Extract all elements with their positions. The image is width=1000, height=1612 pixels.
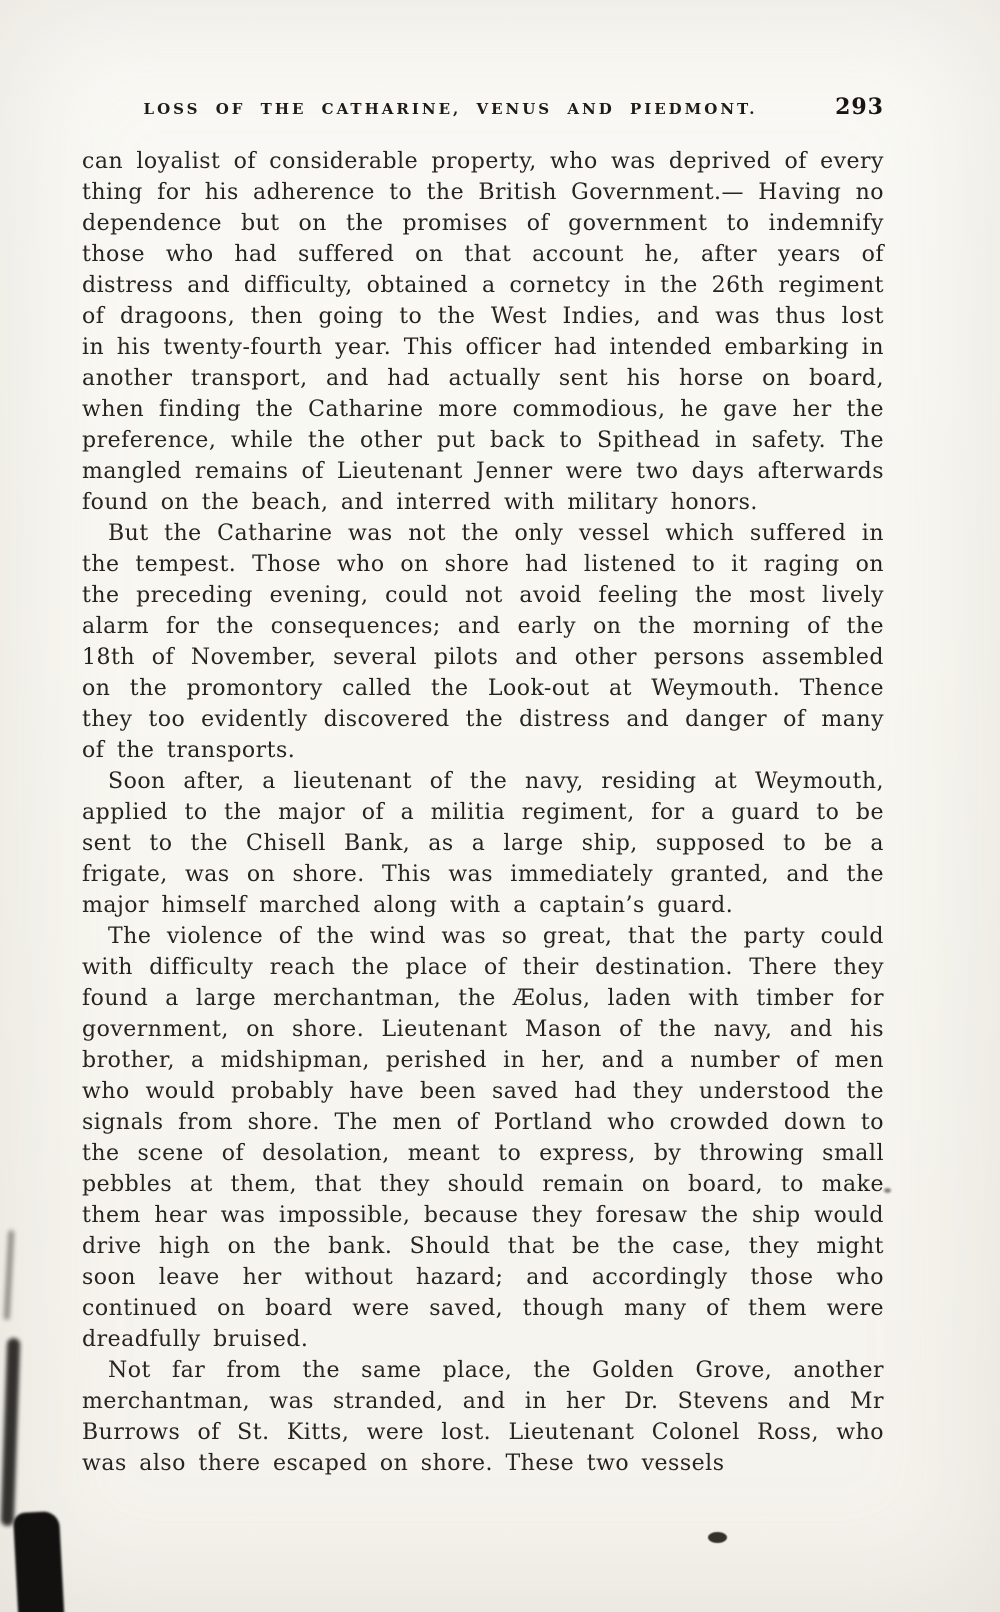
page-number: 293 [835, 94, 884, 120]
paragraph: The violence of the wind was so great, that the party could with difficulty reach the place of their destination. There they found a large merchantman, the Æolus, laden with timber for government, on shore. Lieutenant Mason of the navy, and his brother, a midshipman, perished in her, and a number of men who would probably have been saved had they understood the signals from shore. The men of Portland who crowded down to the scene of desolation, meant to express, by throwing small pebbles at them, that they should remain on board, to make them hear was impossible, because they foresaw the ship would drive high on the bank. Should that be the case, they might soon leave her without hazard; and accordingly those who continued on board were saved, though many of them were dreadfully bruised. [82, 924, 884, 1352]
paragraph: But the Catharine was not the only vessel which suffered in the tempest. Those who on shore had listened to it raging on the preceding evening, could not avoid feeling the most lively alarm for the consequences; and early on the morning of the 18th of November, several pilots and other persons assembled on the promontory called the Look-out at Weymouth. Thence they too evidently discovered the distress and danger of many of the transports. [82, 521, 884, 763]
page-header [84, 94, 884, 120]
ink-speck-right-edge [884, 1188, 891, 1193]
running-title: LOSS OF THE CATHARINE, VENUS AND PIEDMONT. [143, 100, 758, 118]
paragraph: Not far from the same place, the Golden Grove, another merchantman, was stranded, and in her Dr. Stevens and Mr Burrows of St. Kitts, were lost. Lieutenant Colonel Ross, who was also there escaped on shore. These two vessels [82, 1358, 884, 1476]
paragraph-continuation: can loyalist of considerable property, who was deprived of every thing for his adherence to the British Government.— Having no dependence but on the promises of government to indemnify those who had suffered on that account he, after years of distress and difficulty, obtained a cornetcy in the 26th regiment of dragoons, then going to the West Indies, and was thus lost in his twenty-fourth year. This officer had intended embarking in another transport, and had actually sent his horse on board, when finding the Catharine more commodious, he gave her the preference, while the other put back to Spithead in safety. The mangled remains of Lieutenant Jenner were two days afterwards found on the beach, and interred with military honors. [82, 149, 884, 515]
body-text [82, 146, 884, 1479]
paragraph: Soon after, a lieutenant of the navy, residing at Weymouth, applied to the major of a militia regiment, for a guard to be sent to the Chisell Bank, as a large ship, supposed to be a frigate, was on shore. This was immediately granted, and the major himself marched along with a captain’s guard. [82, 769, 884, 918]
ink-smudge-left-faint [4, 1230, 15, 1320]
ink-dot-bottom-right [708, 1532, 727, 1543]
ink-blot-bottom-left [13, 1511, 65, 1612]
ink-smudge-left-edge [1, 1338, 21, 1526]
